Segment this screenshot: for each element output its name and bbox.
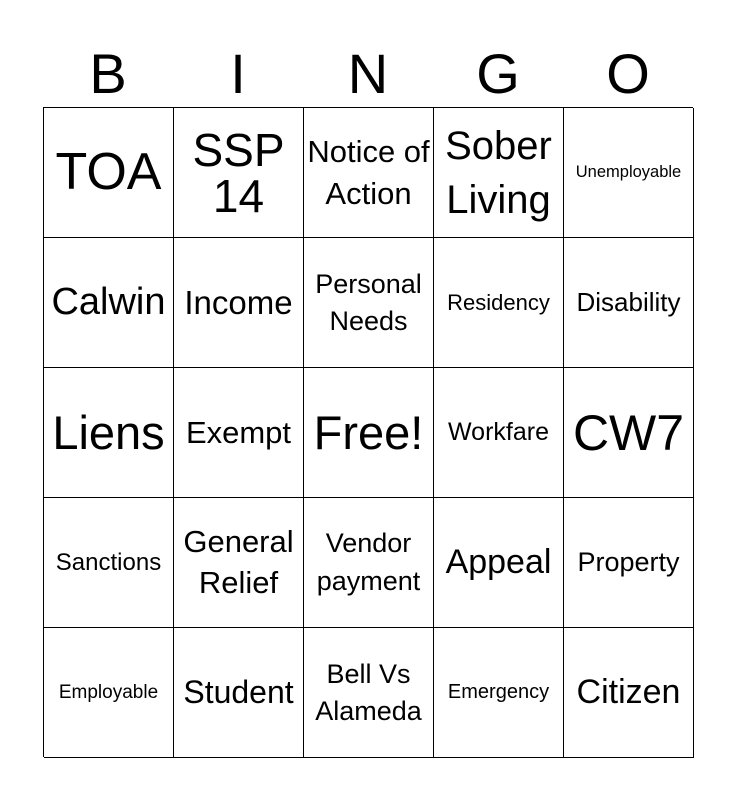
header-letter-i: I (230, 42, 246, 105)
cell-text: Emergency (447, 681, 550, 703)
bingo-cell[interactable] (174, 628, 304, 758)
cell-text: Employable (58, 681, 159, 703)
bingo-cell[interactable] (434, 498, 564, 628)
bingo-cell[interactable] (44, 628, 174, 758)
cell-text: Calwin (51, 281, 166, 323)
bingo-cell[interactable] (564, 498, 694, 628)
cell-text: Citizen (576, 673, 681, 711)
bingo-cell[interactable] (434, 238, 564, 368)
bingo-cell[interactable] (434, 368, 564, 498)
bingo-cell[interactable] (174, 108, 304, 238)
bingo-cell[interactable] (304, 108, 434, 238)
bingo-cell[interactable] (564, 108, 694, 238)
bingo-cell[interactable] (44, 368, 174, 498)
free-space[interactable] (304, 368, 434, 498)
cell-text: Bell Vs Alameda (315, 659, 422, 726)
bingo-card (43, 107, 693, 757)
bingo-cell[interactable] (434, 628, 564, 758)
cell-text: Sober Living (445, 123, 552, 222)
cell-text: Property (577, 547, 680, 577)
bingo-cell[interactable] (564, 368, 694, 498)
cell-text: SSP 14 (192, 123, 285, 222)
cell-text: Exempt (185, 414, 292, 450)
cell-text: Workfare (448, 418, 549, 446)
cell-text: Personal Needs (315, 269, 422, 336)
bingo-cell[interactable] (44, 498, 174, 628)
bingo-cell[interactable] (44, 238, 174, 368)
cell-text: General Relief (183, 524, 294, 600)
cell-text: Liens (52, 406, 165, 459)
bingo-cell[interactable] (564, 628, 694, 758)
bingo-cell[interactable] (564, 238, 694, 368)
cell-text: Residency (447, 289, 550, 315)
header-letter-g: G (476, 42, 520, 105)
header-letter-b: B (89, 42, 127, 105)
cell-text: Disability (576, 287, 681, 317)
bingo-header (43, 40, 693, 108)
bingo-cell[interactable] (304, 628, 434, 758)
cell-text: Unemployable (575, 163, 682, 181)
cell-text: Appeal (445, 543, 552, 581)
bingo-cell[interactable] (304, 498, 434, 628)
bingo-cell[interactable] (304, 238, 434, 368)
cell-text: Sanctions (55, 548, 162, 576)
cell-text: Notice of Action (307, 133, 430, 211)
cell-text: Income (184, 283, 293, 321)
bingo-cell[interactable] (174, 368, 304, 498)
cell-text: TOA (55, 142, 162, 201)
bingo-cell[interactable] (174, 498, 304, 628)
cell-text: Free! (313, 406, 424, 459)
header-letter-o: O (606, 42, 650, 105)
cell-text: Student (183, 674, 294, 710)
cell-text: Vendor payment (316, 527, 421, 596)
header-letter-n: N (347, 42, 389, 105)
cell-text: CW7 (572, 404, 685, 461)
bingo-cell[interactable] (434, 108, 564, 238)
bingo-cell[interactable] (174, 238, 304, 368)
bingo-cell[interactable] (44, 108, 174, 238)
